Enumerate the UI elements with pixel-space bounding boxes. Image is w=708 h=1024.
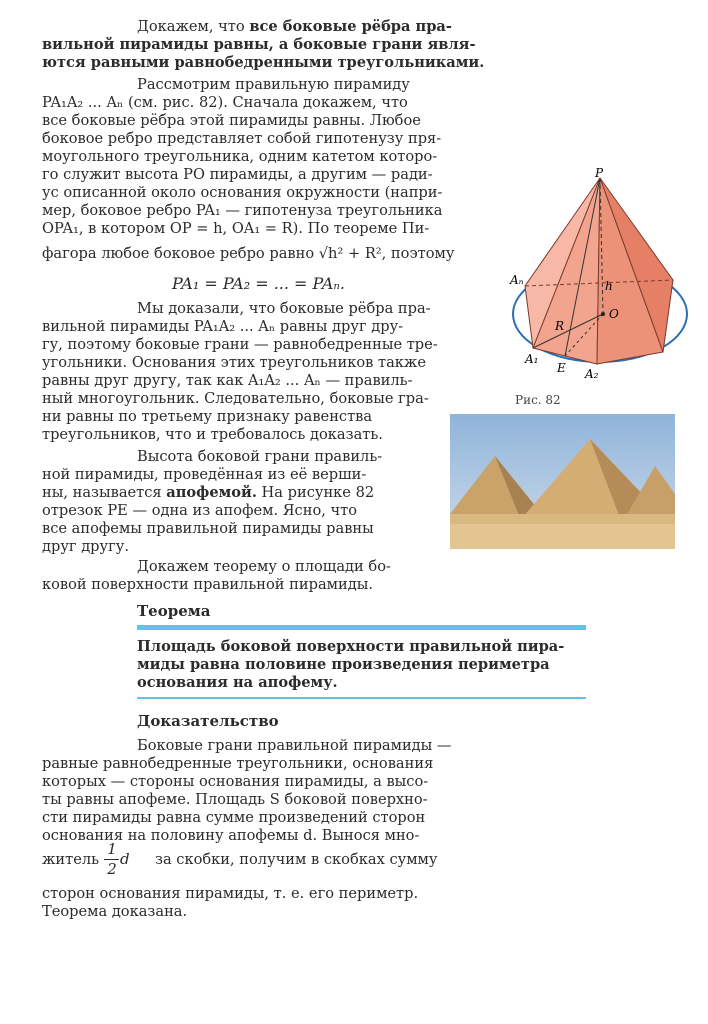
paragraph4-line: Высота боковой грани правиль- <box>137 448 383 465</box>
paragraph2-line: все боковые рёбра этой пирамиды равны. Любое <box>42 112 421 129</box>
paragraph2-line: фагора любое боковое ребро равно √h² + R², поэтому <box>42 245 455 262</box>
formula-lateral-edges: PA₁ = PA₂ = ... = PAₙ. <box>172 274 345 293</box>
proof-heading: Доказательство <box>137 712 279 730</box>
theorem-line: основания на апофему. <box>137 674 338 691</box>
fraction-numerator: 1 <box>107 840 117 858</box>
paragraph3-line: ни равны по третьему признаку равенства <box>42 408 373 425</box>
label-P: P <box>595 168 604 180</box>
paragraph4-line: ны, называется апофемой. На рисунке 82 <box>42 484 375 501</box>
paragraph2-line: OPA₁, в котором OP = h, OA₁ = R). По теореме Пи- <box>42 220 430 237</box>
proof-line: ты равны апофеме. Площадь S боковой поверхно- <box>42 791 428 808</box>
label-An: Aₙ <box>510 273 524 287</box>
paragraph2-line: ус описанной около основания окружности (напри- <box>42 184 443 201</box>
paragraph3-line: гу, поэтому боковые грани — равнобедренные тре- <box>42 336 438 353</box>
paragraph3-line: ный многоугольник. Следовательно, боковые гра- <box>42 390 429 407</box>
proof-line: основания на половину апофемы d. Вынося мно- <box>42 827 420 844</box>
paragraph3-line: Мы доказали, что боковые рёбра пра- <box>137 300 431 317</box>
paragraph2-line: PA₁A₂ ... Aₙ (см. рис. 82). Сначала докажем, что <box>42 94 408 111</box>
pyramid-figure <box>505 168 705 383</box>
fraction-denominator: 2 <box>107 860 117 878</box>
paragraph2-line: боковое ребро представляет собой гипотенузу пря- <box>42 130 442 147</box>
proof-line7-end: за скобки, получим в скобках сумму <box>155 851 438 868</box>
proof-line: которых — стороны основания пирамиды, а высо- <box>42 773 429 790</box>
paragraph5-line: ковой поверхности правильной пирамиды. <box>42 576 373 593</box>
term-apothem: апофемой. <box>166 484 257 501</box>
figure-caption: Рис. 82 <box>515 393 561 407</box>
theorem-heading: Теорема <box>137 602 211 620</box>
paragraph1-line3: ются равными равнобедренными треугольниками. <box>42 54 485 71</box>
paragraph2-line: Рассмотрим правильную пирамиду <box>137 76 410 93</box>
proof-line: равные равнобедренные треугольники, основания <box>42 755 434 772</box>
paragraph1-line2: вильной пирамиды равны, а боковые грани явля- <box>42 36 476 53</box>
theorem-bottom-rule <box>137 697 586 699</box>
paragraph4-line: отрезок PE — одна из апофем. Ясно, что <box>42 502 358 519</box>
paragraph3-line: треугольников, что и требовалось доказать. <box>42 426 383 443</box>
proof-line7-start: житель <box>42 851 100 868</box>
photo-sand-front <box>450 524 675 549</box>
label-E: E <box>557 361 566 375</box>
paragraph1-line1: Докажем, что все боковые рёбра пра- <box>137 18 452 35</box>
label-O: O <box>609 307 619 321</box>
proof-line: сти пирамиды равна сумме произведений сторон <box>42 809 426 826</box>
fraction-variable: d <box>120 850 130 868</box>
paragraph2-line: го служит высота PO пирамиды, а другим — ради- <box>42 166 433 183</box>
theorem-line: миды равна половине произведения периметра <box>137 656 550 673</box>
paragraph2-line: мер, боковое ребро PA₁ — гипотенуза треугольника <box>42 202 443 219</box>
paragraph2-line: моугольного треугольника, одним катетом которо- <box>42 148 438 165</box>
label-h: h <box>605 279 613 293</box>
label-A2: A₂ <box>585 367 599 381</box>
proof-line: сторон основания пирамиды, т. е. его периметр. <box>42 885 419 902</box>
paragraph3-line: вильной пирамиды PA₁A₂ ... Aₙ равны друг дру- <box>42 318 404 335</box>
label-R: R <box>555 319 565 333</box>
theorem-top-rule <box>137 625 586 630</box>
pyramids-photo <box>450 414 675 549</box>
paragraph4-line: ной пирамиды, проведённая из её верши- <box>42 466 367 483</box>
proof-line: Теорема доказана. <box>42 903 188 920</box>
point-O <box>601 312 605 316</box>
proof-line: Боковые грани правильной пирамиды — <box>137 737 452 754</box>
paragraph5-line: Докажем теорему о площади бо- <box>137 558 391 575</box>
paragraph3-line: равны друг другу, так как A₁A₂ ... Aₙ — правиль- <box>42 372 413 389</box>
label-A1: A₁ <box>525 352 539 366</box>
theorem-line: Площадь боковой поверхности правильной пира- <box>137 638 565 655</box>
paragraph4-line: все апофемы правильной пирамиды равны <box>42 520 374 537</box>
paragraph3-line: угольники. Основания этих треугольников также <box>42 354 426 371</box>
paragraph4-line: друг другу. <box>42 538 129 555</box>
